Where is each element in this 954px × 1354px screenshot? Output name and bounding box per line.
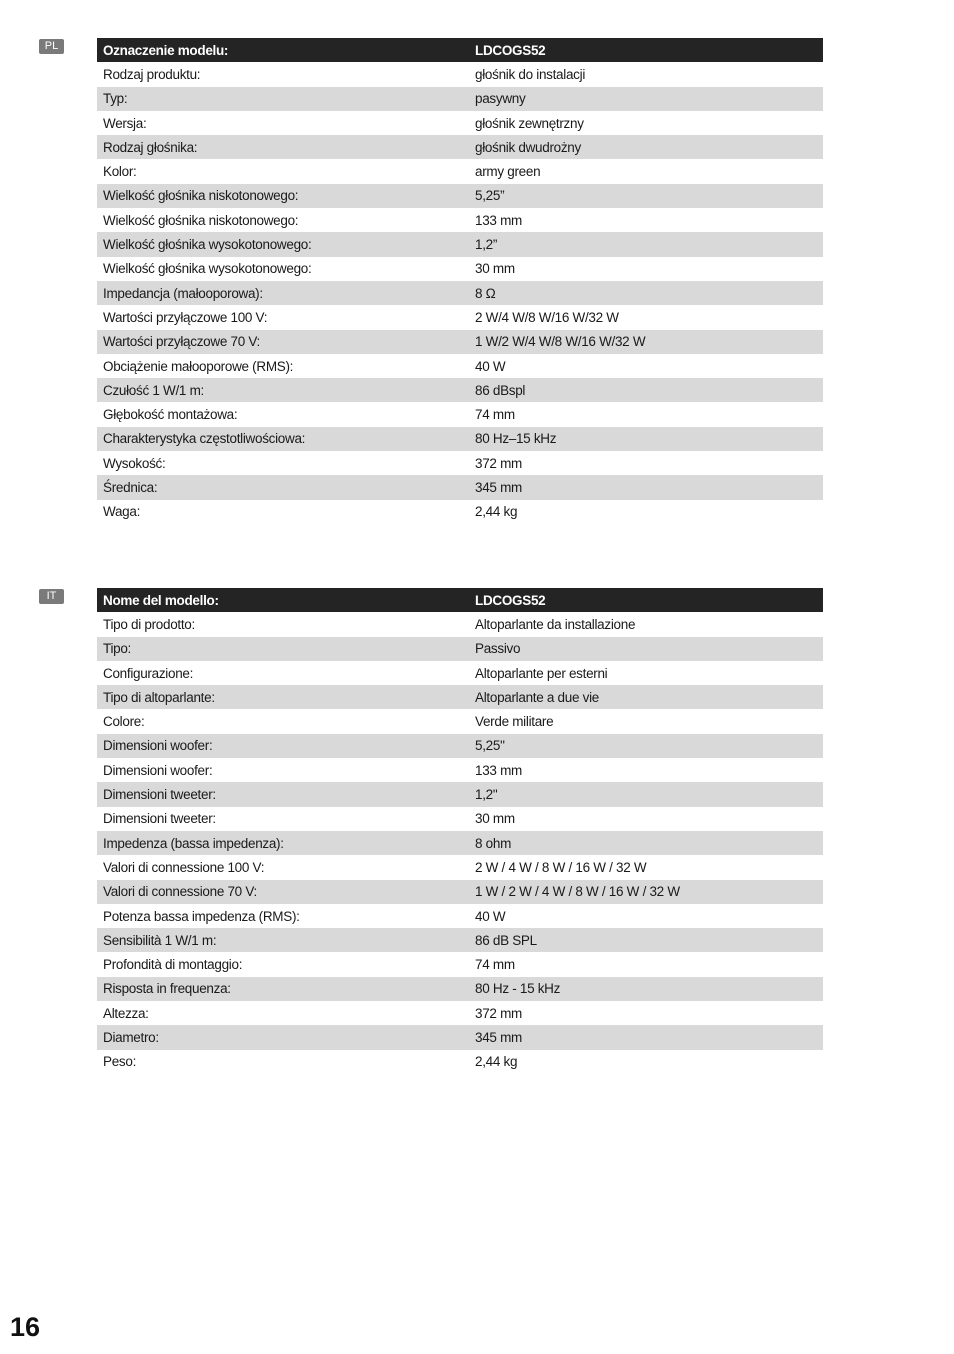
table-row: [97, 807, 823, 831]
spec-label: Waga:: [103, 504, 141, 520]
spec-value: 8 ohm: [475, 835, 512, 851]
table-row: [97, 928, 823, 952]
spec-label: Tipo di prodotto:: [103, 616, 195, 632]
spec-value: 86 dBspl: [475, 382, 526, 398]
spec-label: Typ:: [103, 91, 128, 107]
spec-value: 2,44 kg: [475, 1054, 518, 1070]
spec-value: głośnik do instalacji: [475, 66, 586, 82]
spec-label: Czułość 1 W/1 m:: [103, 382, 204, 398]
spec-value: 86 dB SPL: [475, 932, 537, 948]
spec-value: 372 mm: [475, 1005, 522, 1021]
table-row: [97, 637, 823, 661]
spec-value: 80 Hz - 15 kHz: [475, 981, 561, 997]
spec-label: Valori di connessione 70 V:: [103, 884, 257, 900]
spec-value: 1 W / 2 W / 4 W / 8 W / 16 W / 32 W: [475, 884, 680, 900]
table-row: [97, 62, 823, 86]
table-row: [97, 257, 823, 281]
spec-table-it: [97, 588, 823, 1074]
spec-label: Oznaczenie modelu:: [103, 42, 229, 58]
spec-value: 40 W: [475, 358, 506, 374]
spec-value: 8 Ω: [475, 285, 496, 301]
spec-value: głośnik dwudrożny: [475, 139, 581, 155]
table-row: [97, 1025, 823, 1049]
table-row: [97, 305, 823, 329]
spec-value: 2 W/4 W/8 W/16 W/32 W: [475, 309, 619, 325]
table-row: [97, 87, 823, 111]
spec-label: Średnica:: [103, 479, 158, 495]
table-row: [97, 612, 823, 636]
spec-label: Dimensioni tweeter:: [103, 811, 216, 827]
table-row: [97, 758, 823, 782]
table-row: [97, 500, 823, 524]
spec-label: Rodzaj głośnika:: [103, 139, 198, 155]
spec-value: LDCOGS52: [475, 592, 546, 608]
spec-label: Altezza:: [103, 1005, 149, 1021]
table-row: [97, 159, 823, 183]
spec-value: 5,25": [475, 738, 505, 754]
table-row: [97, 977, 823, 1001]
spec-label: Peso:: [103, 1054, 137, 1070]
spec-label: Wielkość głośnika wysokotonowego:: [103, 237, 312, 253]
spec-label: Colore:: [103, 714, 145, 730]
spec-value: 2,44 kg: [475, 504, 518, 520]
spec-label: Tipo di altoparlante:: [103, 689, 215, 705]
table-row: [97, 855, 823, 879]
table-row: [97, 402, 823, 426]
spec-label: Potenza bassa impedenza (RMS):: [103, 908, 300, 924]
table-row: [97, 661, 823, 685]
table-row: [97, 1050, 823, 1074]
table-row: [97, 709, 823, 733]
spec-label: Wielkość głośnika niskotonowego:: [103, 188, 299, 204]
spec-value: 74 mm: [475, 957, 515, 973]
table-row: [97, 330, 823, 354]
table-row: [97, 451, 823, 475]
spec-value: Altoparlante da installazione: [475, 616, 636, 632]
table-row: [97, 135, 823, 159]
spec-value: 1,2": [475, 787, 498, 803]
spec-value: Passivo: [475, 641, 521, 657]
spec-label: Wartości przyłączowe 100 V:: [103, 309, 268, 325]
spec-value: 345 mm: [475, 1029, 522, 1045]
spec-label: Wysokość:: [103, 455, 166, 471]
spec-value: LDCOGS52: [475, 42, 546, 58]
spec-value: 1 W/2 W/4 W/8 W/16 W/32 W: [475, 334, 646, 350]
spec-label: Dimensioni tweeter:: [103, 787, 216, 803]
spec-value: 1,2”: [475, 237, 498, 253]
spec-value: Altoparlante per esterni: [475, 665, 608, 681]
spec-label: Diametro:: [103, 1029, 159, 1045]
spec-value: 345 mm: [475, 479, 522, 495]
spec-label: Configurazione:: [103, 665, 194, 681]
table-row: [97, 354, 823, 378]
spec-value: głośnik zewnętrzny: [475, 115, 584, 131]
spec-label: Charakterystyka częstotliwościowa:: [103, 431, 306, 447]
table-row: [97, 378, 823, 402]
table-row: [97, 475, 823, 499]
spec-label: Risposta in frequenza:: [103, 981, 231, 997]
table-row: [97, 208, 823, 232]
spec-label: Valori di connessione 100 V:: [103, 859, 265, 875]
spec-label: Wartości przyłączowe 70 V:: [103, 334, 261, 350]
table-row: [97, 184, 823, 208]
spec-value: 74 mm: [475, 407, 515, 423]
spec-label: Nome del modello:: [103, 592, 219, 608]
table-row: [97, 831, 823, 855]
spec-label: Dimensioni woofer:: [103, 738, 213, 754]
page-number: 16: [10, 1312, 41, 1342]
spec-value: 30 mm: [475, 811, 515, 827]
language-tag-pl: PL: [39, 39, 64, 54]
spec-label: Impedancja (małooporowa):: [103, 285, 263, 301]
spec-value: 372 mm: [475, 455, 522, 471]
spec-value: Altoparlante a due vie: [475, 689, 599, 705]
table-row: [97, 904, 823, 928]
table-row: [97, 952, 823, 976]
spec-value: 133 mm: [475, 762, 522, 778]
spec-label: Obciążenie małooporowe (RMS):: [103, 358, 294, 374]
language-tag-it: IT: [39, 589, 64, 604]
spec-label: Profondità di montaggio:: [103, 957, 243, 973]
table-row: [97, 734, 823, 758]
spec-label: Rodzaj produktu:: [103, 66, 201, 82]
table-row: [97, 281, 823, 305]
spec-value: 30 mm: [475, 261, 515, 277]
spec-value: 80 Hz–15 kHz: [475, 431, 557, 447]
spec-label: Głębokość montażowa:: [103, 407, 238, 423]
spec-value: army green: [475, 164, 541, 180]
spec-label: Sensibilità 1 W/1 m:: [103, 932, 217, 948]
spec-value: 133 mm: [475, 212, 522, 228]
table-row: [97, 111, 823, 135]
spec-label: Tipo:: [103, 641, 132, 657]
table-row: [97, 782, 823, 806]
spec-label: Dimensioni woofer:: [103, 762, 213, 778]
spec-value: 40 W: [475, 908, 506, 924]
spec-label: Impedenza (bassa impedenza):: [103, 835, 284, 851]
table-header-row: [97, 588, 823, 612]
spec-label: Wielkość głośnika wysokotonowego:: [103, 261, 312, 277]
spec-label: Wielkość głośnika niskotonowego:: [103, 212, 299, 228]
table-header-row: [97, 38, 823, 62]
spec-value: 5,25”: [475, 188, 505, 204]
table-row: [97, 685, 823, 709]
spec-value: pasywny: [475, 91, 526, 107]
table-row: [97, 880, 823, 904]
spec-label: Wersja:: [103, 115, 147, 131]
spec-table-pl: [97, 38, 823, 524]
spec-value: 2 W / 4 W / 8 W / 16 W / 32 W: [475, 859, 647, 875]
table-row: [97, 1001, 823, 1025]
table-row: [97, 232, 823, 256]
spec-value: Verde militare: [475, 714, 554, 730]
spec-label: Kolor:: [103, 164, 137, 180]
table-row: [97, 427, 823, 451]
